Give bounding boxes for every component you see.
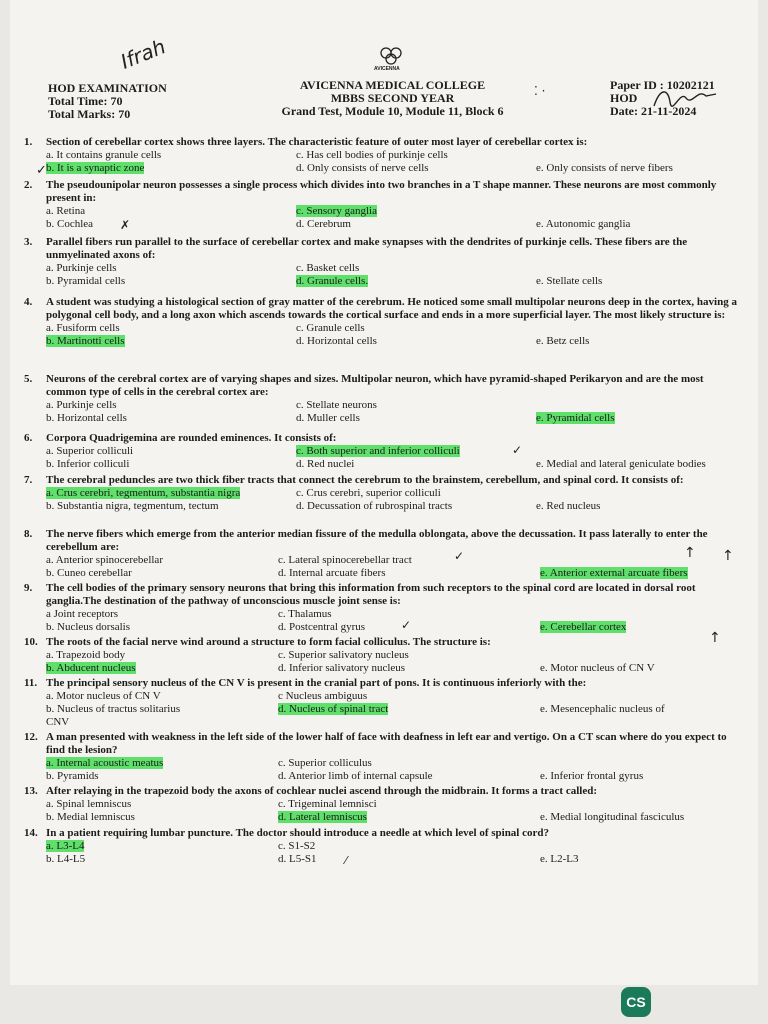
option: a. It contains granule cells — [46, 149, 162, 161]
question-number: 12. — [24, 731, 38, 743]
logo-text: AVICENNA — [374, 66, 400, 72]
question-11 — [24, 677, 742, 729]
option: a. Purkinje cells — [46, 262, 117, 274]
option-list — [46, 205, 742, 231]
option-highlighted: a. Crus cerebri, tegmentum, substantia nigra — [46, 487, 241, 499]
option — [540, 840, 764, 853]
option: a. Trapezoid body — [46, 649, 126, 661]
option: b. Pyramidal cells — [46, 275, 126, 287]
option-highlighted: a. L3-L4 — [46, 840, 85, 852]
option-list — [46, 322, 742, 348]
question-text: The roots of the facial nerve wind around a structure to form facial colliculus. The structure is: — [46, 636, 491, 648]
option: c. Stellate neurons — [296, 399, 377, 411]
option — [278, 716, 540, 729]
test-label: Grand Test, Module 10, Module 11, Block 6 — [281, 104, 504, 118]
option: d. Inferior salivatory nucleus — [278, 662, 406, 674]
exam-date: Date: 21-11-2024 — [610, 104, 697, 118]
question-number: 3. — [24, 236, 33, 248]
question-14 — [24, 827, 742, 866]
question-9 — [24, 582, 742, 634]
option: c. Has cell bodies of purkinje cells — [296, 149, 448, 161]
option — [536, 399, 764, 412]
option — [536, 445, 764, 458]
option-list — [46, 149, 742, 175]
option: a. Spinal lemniscus — [46, 798, 132, 810]
option: b. Nucleus of tractus solitarius — [46, 703, 181, 715]
option — [536, 205, 764, 218]
option: e. Inferior frontal gyrus — [540, 770, 644, 782]
option: e. Only consists of nerve fibers — [536, 162, 673, 174]
option-list — [46, 798, 742, 824]
total-marks: Total Marks: 70 — [48, 107, 131, 121]
question-text: Neurons of the cerebral cortex are of varying shapes and sizes. Multipolar neuron, which have pyramid-shaped Perikaryon and are the most common type of cells in the cerebral cortex are: — [46, 373, 704, 398]
option: c Nucleus ambiguus — [278, 690, 368, 702]
question-number: 6. — [24, 432, 33, 444]
option-highlighted: e. Anterior external arcuate fibers — [540, 567, 688, 579]
option: c. Lateral spinocerebellar tract — [278, 554, 412, 566]
question-text: The principal sensory nucleus of the CN V is present in the cranial part of pons. It is continuous inferiorly with the: — [46, 677, 587, 689]
option: b. Pyramids — [46, 770, 99, 782]
arrow-up-icon: ↑ — [684, 545, 696, 561]
option: b. L4-L5 — [46, 853, 86, 865]
option-highlighted: e. Cerebellar cortex — [540, 621, 627, 633]
question-3 — [24, 236, 742, 288]
college-name: AVICENNA MEDICAL COLLEGE — [299, 78, 486, 92]
option-highlighted: a. Internal acoustic meatus — [46, 757, 164, 769]
question-text: Corpora Quadrigemina are rounded eminences. It consists of: — [46, 432, 337, 444]
question-10 — [24, 636, 742, 675]
option — [536, 322, 764, 335]
option — [540, 757, 764, 770]
option: c. Superior colliculus — [278, 757, 372, 769]
tick-mark-icon: ✓ — [36, 163, 47, 178]
question-text: In a patient requiring lumbar puncture. The doctor should introduce a needle at which level of spinal cord? — [46, 827, 549, 839]
exam-title: HOD EXAMINATION — [48, 81, 167, 95]
option: c. S1-S2 — [278, 840, 316, 852]
option-highlighted: b. Abducent nucleus — [46, 662, 136, 674]
option-list — [46, 262, 742, 288]
option: d. Only consists of nerve cells — [296, 162, 429, 174]
option-highlighted: c. Sensory ganglia — [296, 205, 377, 217]
question-number: 5. — [24, 373, 33, 385]
option: e. Medial and lateral geniculate bodies — [536, 458, 706, 470]
year-label: MBBS SECOND YEAR — [330, 91, 455, 105]
arrow-up-icon: ↑ — [709, 630, 721, 646]
option: d. Cerebrum — [296, 218, 351, 230]
question-number: 4. — [24, 296, 33, 308]
question-number: 7. — [24, 474, 33, 486]
question-text: After relaying in the trapezoid body the axons of cochlear nuclei ascend through the midbrain. It forms a tract called: — [46, 785, 597, 797]
question-number: 10. — [24, 636, 38, 648]
option: d. Muller cells — [296, 412, 360, 424]
option — [540, 649, 764, 662]
question-7 — [24, 474, 742, 513]
option-highlighted: b. Martinotti cells — [46, 335, 125, 347]
option-list — [46, 554, 742, 580]
option: e. Betz cells — [536, 335, 590, 347]
question-2 — [24, 179, 742, 231]
margin-dots-icon: ⁚ · — [534, 84, 546, 98]
question-text: The cell bodies of the primary sensory neurons that bring this information from such receptors to the spinal cord are located in dorsal root ganglia.The destination of the pathway of unconscious muscle joint sense is: — [46, 582, 696, 607]
option-highlighted: e. Pyramidal cells — [536, 412, 615, 424]
tick-mark-icon: ✓ — [454, 549, 465, 563]
option-list — [46, 608, 742, 634]
paper-id: Paper ID : 10202121 — [610, 78, 715, 92]
hod-label: HOD — [610, 91, 638, 105]
option: a. Motor nucleus of CN V — [46, 690, 161, 702]
option: b. Cochlea — [46, 218, 94, 230]
question-text: Parallel fibers run parallel to the surface of cerebellar cortex and make synapses with the dendrites of purkinje cells. These fibers are the unmyelinated axons of: — [46, 236, 688, 261]
option: a. Purkinje cells — [46, 399, 117, 411]
question-number: 11. — [24, 677, 38, 689]
option: e. Medial longitudinal fasciculus — [540, 811, 685, 823]
option: d. L5-S1 — [278, 853, 317, 865]
option: c. Trigeminal lemnisci — [278, 798, 377, 810]
option — [536, 487, 764, 500]
option: d. Horizontal cells — [296, 335, 377, 347]
option: CNV — [46, 716, 70, 728]
option — [536, 262, 764, 275]
option-list — [46, 649, 742, 675]
option-list — [46, 840, 742, 866]
option: c. Superior salivatory nucleus — [278, 649, 409, 661]
option: c. Basket cells — [296, 262, 360, 274]
total-time: Total Time: 70 — [48, 94, 123, 108]
option: e. Red nucleus — [536, 500, 601, 512]
arrow-up-icon: ↑ — [722, 548, 734, 564]
exam-info — [48, 82, 167, 121]
option — [540, 690, 764, 703]
option-list — [46, 399, 742, 425]
option: a. Anterior spinocerebellar — [46, 554, 163, 566]
option: d. Red nuclei — [296, 458, 355, 470]
question-text: The pseudounipolar neuron possesses a single process which divides into two branches in a T shape manner. These neurons are most commonly present in: — [46, 179, 717, 204]
question-6 — [24, 432, 742, 471]
question-number: 13. — [24, 785, 38, 797]
question-1 — [24, 136, 742, 175]
question-number: 9. — [24, 582, 33, 594]
option: b. Horizontal cells — [46, 412, 127, 424]
option: b. Inferior colliculi — [46, 458, 130, 470]
option: c. Granule cells — [296, 322, 365, 334]
option: a. Fusiform cells — [46, 322, 120, 334]
option-highlighted: d. Lateral lemniscus — [278, 811, 367, 823]
option-list — [46, 445, 742, 471]
cross-mark-icon: ✗ — [120, 218, 131, 232]
question-text: A man presented with weakness in the left side of the lower half of face with deafness in left ear and vertigo. On a CT scan where do you expect to find the lesion? — [46, 731, 727, 756]
option: d. Decussation of rubrospinal tracts — [296, 500, 453, 512]
tick-mark-icon: ⁄ — [345, 854, 347, 867]
question-4 — [24, 296, 742, 348]
option-highlighted: d. Nucleus of spinal tract — [278, 703, 389, 715]
option-highlighted: c. Both superior and inferior colliculi — [296, 445, 460, 457]
option — [536, 149, 764, 162]
option: b. Medial lemniscus — [46, 811, 135, 823]
option — [540, 608, 764, 621]
question-text: Section of cerebellar cortex shows three layers. The characteristic feature of outer most layer of cerebellar cortex is: — [46, 136, 588, 148]
option: a. Retina — [46, 205, 86, 217]
option: e. Mesencephalic nucleus of — [540, 703, 665, 715]
option: d. Anterior limb of internal capsule — [278, 770, 433, 782]
question-8 — [24, 528, 742, 580]
option: e. Autonomic ganglia — [536, 218, 631, 230]
signature-icon — [650, 84, 720, 114]
question-text: The cerebral peduncles are two thick fiber tracts that connect the cerebrum to the brainstem, cerebellum, and spinal cord. It consists of: — [46, 474, 684, 486]
option: b. Cuneo cerebellar — [46, 567, 132, 579]
option: e. L2-L3 — [540, 853, 579, 865]
option-list — [46, 690, 742, 729]
question-5 — [24, 373, 742, 425]
option: a. Superior colliculi — [46, 445, 134, 457]
option-list — [46, 757, 742, 783]
question-12 — [24, 731, 742, 783]
option — [540, 716, 764, 729]
option: d. Internal arcuate fibers — [278, 567, 386, 579]
question-number: 1. — [24, 136, 33, 148]
option: e. Motor nucleus of CN V — [540, 662, 655, 674]
question-text: A student was studying a histological section of gray matter of the cerebrum. He noticed some small multipolar neurons deep in the cortex, having a polygonal cell body, and a long axon which ascends towards the cortical surface and ends in a more superficial layer. The most likely structure is: — [46, 296, 737, 321]
tick-mark-icon: ✓ — [512, 443, 523, 457]
tick-mark-icon: ✓ — [401, 618, 412, 632]
college-block — [250, 79, 535, 118]
option: d. Postcentral gyrus — [278, 621, 366, 633]
option: a Joint receptors — [46, 608, 119, 620]
option-list — [46, 487, 742, 513]
question-number: 14. — [24, 827, 38, 839]
question-text: The nerve fibers which emerge from the anterior median fissure of the medulla oblongata, above the decussation. It pass laterally to enter the cerebellum are: — [46, 528, 708, 553]
question-13 — [24, 785, 742, 824]
option — [540, 798, 764, 811]
option-highlighted: d. Granule cells. — [296, 275, 369, 287]
handwritten-name: Ifrah — [117, 34, 169, 74]
option: c. Crus cerebri, superior colliculi — [296, 487, 441, 499]
option-highlighted: b. It is a synaptic zone — [46, 162, 145, 174]
option: c. Thalamus — [278, 608, 332, 620]
camscanner-badge-icon: CS — [621, 987, 651, 1017]
question-number: 8. — [24, 528, 33, 540]
option: b. Substantia nigra, tegmentum, tectum — [46, 500, 219, 512]
question-number: 2. — [24, 179, 33, 191]
option: b. Nucleus dorsalis — [46, 621, 131, 633]
option: e. Stellate cells — [536, 275, 603, 287]
